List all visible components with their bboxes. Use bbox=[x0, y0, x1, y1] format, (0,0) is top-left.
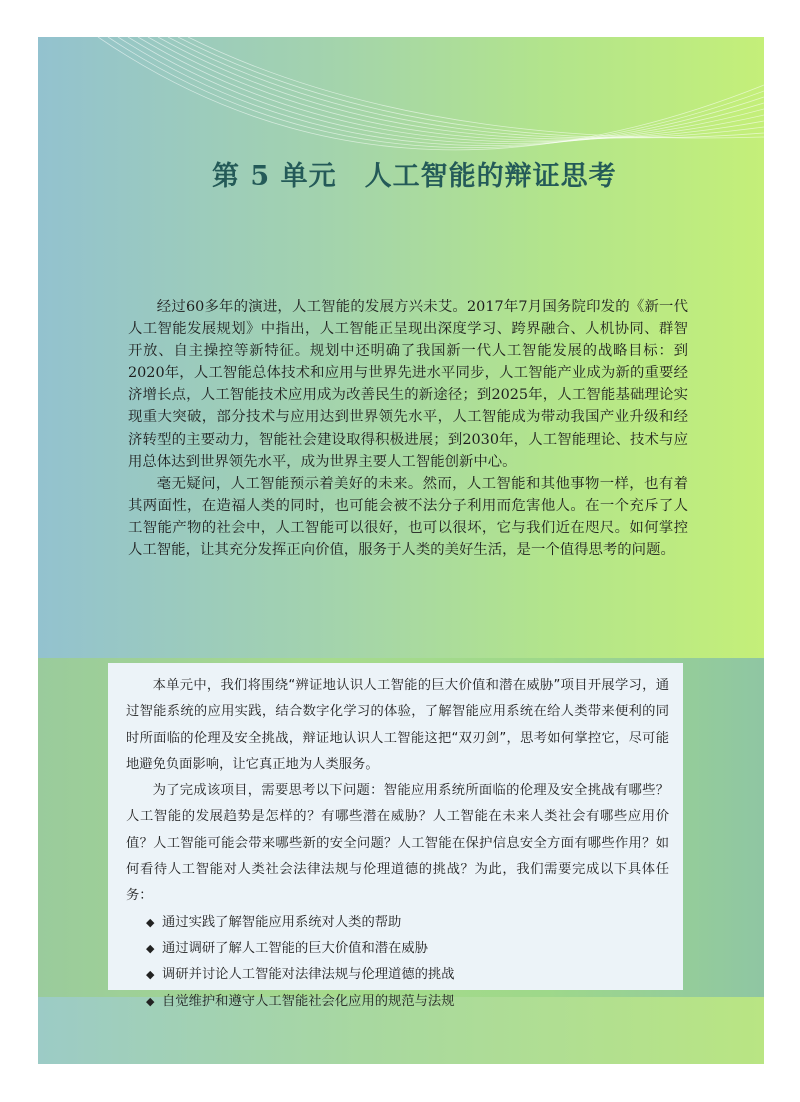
diamond-bullet-icon: ◆ bbox=[146, 941, 155, 955]
box-paragraph: 为了完成该项目，需要思考以下问题：智能应用系统所面临的伦理及安全挑战有哪些？人工智能的发展趋势是怎样的？有哪些潜在威胁？人工智能在未来人类社会有哪些应用价值？人工智能可能会带来哪些新的安全问题？人工智能在保护信息安全方面有哪些作用？如何看待人工智能对人类社会法律法规与伦理道德的挑战？为此，我们需要完成以下具体任务： bbox=[126, 783, 669, 904]
unit-title: 第 5 单元 人工智能的辩证思考 bbox=[212, 161, 617, 192]
task-list bbox=[126, 910, 669, 1015]
intro-paragraph: 毫无疑问，人工智能预示着美好的未来。然而，人工智能和其他事物一样，也有着其两面性，在造福人类的同时，也可能会被不法分子利用而危害他人。在一个充斥了人工智能产物的社会中，人工智能可以很好，也可以很坏，它与我们近在咫尺。如何掌控人工智能，让其充分发挥正向价值，服务于人类的美好生活，是一个值得思考的问题。 bbox=[128, 475, 688, 559]
project-box bbox=[108, 663, 683, 1009]
diamond-bullet-icon: ◆ bbox=[146, 915, 155, 929]
task-item bbox=[146, 910, 669, 936]
intro-text bbox=[128, 296, 688, 561]
task-item bbox=[146, 989, 669, 1015]
task-item bbox=[146, 936, 669, 962]
task-label: 通过调研了解人工智能的巨大价值和潜在威胁 bbox=[162, 940, 428, 956]
task-label: 调研并讨论人工智能对法律法规与伦理道德的挑战 bbox=[162, 967, 455, 983]
diamond-bullet-icon: ◆ bbox=[146, 994, 155, 1008]
diamond-bullet-icon: ◆ bbox=[146, 968, 155, 982]
task-item bbox=[146, 962, 669, 988]
task-label: 通过实践了解智能应用系统对人类的帮助 bbox=[162, 914, 402, 930]
box-paragraph: 本单元中，我们将围绕“辨证地认识人工智能的巨大价值和潜在威胁”项目开展学习，通过智能系统的应用实践，结合数字化学习的体验，了解智能应用系统在给人类带来便利的同时所面临的伦理及安全挑战，辩证地认识人工智能这把“双刃剑”，思考如何掌控它，尽可能地避免负面影响，让它真正地为人类服务。 bbox=[126, 678, 669, 772]
task-label: 自觉维护和遵守人工智能社会化应用的规范与法规 bbox=[162, 993, 455, 1009]
intro-paragraph: 经过60多年的演进，人工智能的发展方兴未艾。2017年7月国务院印发的《新一代人工智能发展规划》中指出，人工智能正呈现出深度学习、跨界融合、人机协同、群智开放、自主操控等新特征。规划中还明确了我国新一代人工智能发展的战略目标：到2020年，人工智能总体技术和应用与世界先进水平同步，人工智能产业成为新的重要经济增长点，人工智能技术应用成为改善民生的新途径；到2025年，人工智能基础理论实现重大突破，部分技术与应用达到世界领先水平，人工智能成为带动我国产业升级和经济转型的主要动力，智能社会建设取得积极进展；到2030年，人工智能理论、技术与应用总体达到世界领先水平，成为世界主要人工智能创新中心。 bbox=[128, 299, 688, 470]
